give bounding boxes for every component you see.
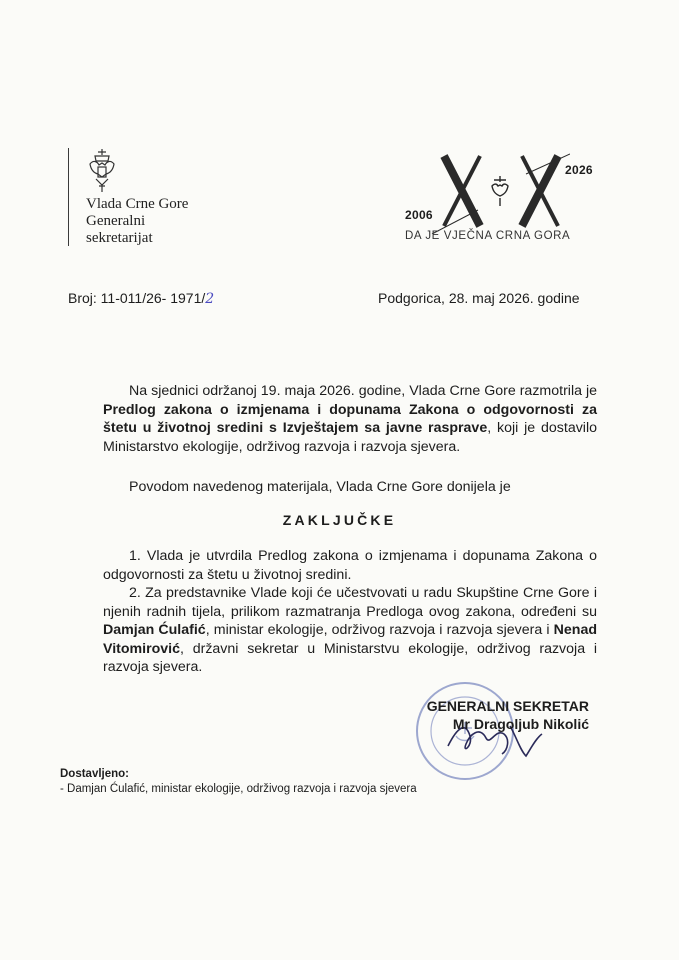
anniversary-motto: DA JE VJEČNA CRNA GORA: [405, 230, 571, 242]
item2-name-1: Damjan Ćulafić: [103, 622, 206, 638]
conclusions-heading: ZAKLJUČKE: [282, 512, 397, 528]
intro-bold-title: Predlog zakona o izmjenama i dopunama Zakona o odgovornosti za štetu u životnoj sredini s Izvještajem sa javne rasprave: [103, 401, 597, 436]
conclusion-item-1-text: 1. Vlada je utvrdila Predlog zakona o izmjenama i dopunama Zakona o odgovornosti za štetu u životnoj sredini.: [103, 548, 597, 583]
header-divider: [68, 148, 69, 246]
reference-handwritten: 2: [205, 291, 215, 307]
item2-text-b: , ministar ekologije, održivog razvoja i razvoja sjevera i: [205, 622, 554, 638]
org-line-1: Vlada Crne Gore: [86, 196, 189, 212]
org-line-2: Generalni: [86, 213, 146, 229]
signatory-name: Mr Dragoljub Nikolić: [452, 716, 589, 732]
montenegro-coat-of-arms-icon: [86, 148, 118, 194]
intro-text-2: Povodom navedenog materijala, Vlada Crne Gore donijela je: [129, 479, 511, 495]
distribution-line: - Damjan Ćulafić, ministar ekologije, održivog razvoja i razvoja sjevera: [60, 783, 417, 795]
handwritten-signature-icon: [440, 706, 550, 766]
reference-number: [68, 290, 214, 307]
anniversary-year-end: 2026: [565, 163, 593, 177]
reference-label: Broj: 11-011/26- 1971/: [68, 290, 206, 306]
intro-text-a: Na sjednici održanoj 19. maja 2026. godine, Vlada Crne Gore razmotrila je: [129, 383, 597, 399]
anniversary-xx-logo: [430, 150, 570, 234]
distribution-label: Dostavljeno:: [60, 768, 130, 780]
date-line: Podgorica, 28. maj 2026. godine: [378, 290, 580, 306]
org-line-3: sekretarijat: [86, 230, 153, 246]
item2-text-c: , državni sekretar u Ministarstvu ekologije, održivog razvoja i razvoja sjevera.: [103, 640, 597, 675]
conclusion-item-2: [103, 584, 597, 677]
item2-text-a: 2. Za predstavnike Vlade koji će učestvovati u radu Skupštine Crne Gore i njenih radnih tijela, prilikom razmatranja Predloga ovog zakona, određeni su: [103, 585, 597, 620]
intro-paragraph-2: [103, 478, 597, 497]
anniversary-year-start: 2006: [405, 208, 433, 222]
intro-paragraph: [103, 382, 597, 456]
intro-text-b: , koji je dostavilo Ministarstvo ekologije, održivog razvoja i razvoja sjevera.: [103, 420, 598, 455]
item2-name-2: Nenad Vitomirović: [103, 622, 597, 657]
signatory-title: GENERALNI SEKRETAR: [426, 698, 589, 714]
conclusion-item-1: [103, 547, 597, 584]
